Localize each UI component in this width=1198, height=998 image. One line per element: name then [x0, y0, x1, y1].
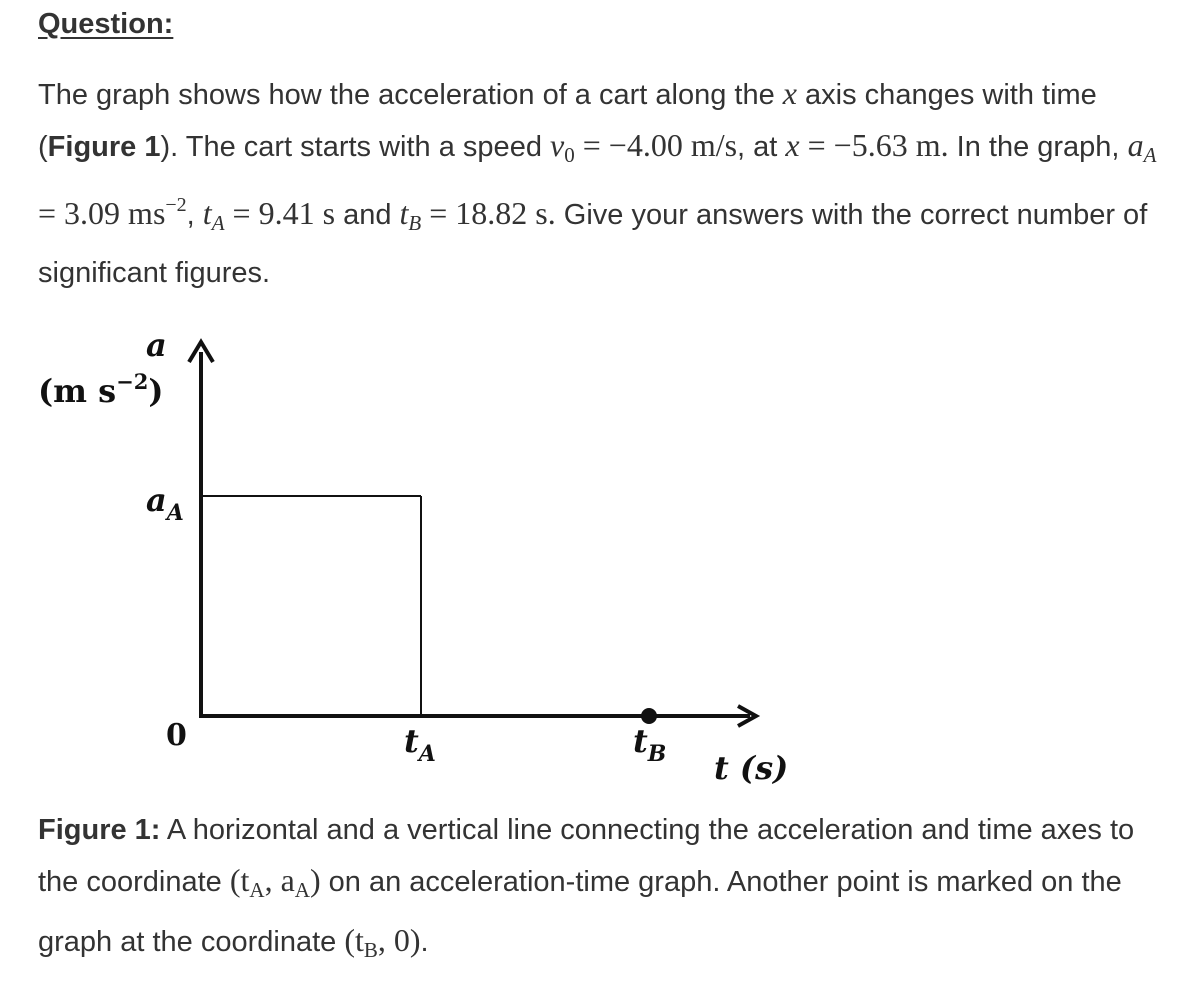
- aA-symbol: a: [1127, 127, 1144, 163]
- figure-ref-link: Figure 1: [47, 131, 161, 163]
- tB-axis-label: $t_B$: [633, 722, 667, 767]
- caption-label: Figure 1:: [38, 814, 161, 846]
- x-axis-label: t (s): [714, 749, 789, 787]
- tB-symbol: t: [399, 195, 409, 231]
- y-axis-label: a: [146, 326, 167, 364]
- tA-axis-label: $t_A$: [404, 722, 436, 767]
- v0-symbol: v: [550, 127, 565, 163]
- x-symbol: x: [782, 75, 797, 111]
- x-value: = −5.63 m.: [799, 127, 949, 163]
- y-axis-unit: (m $s^{-2}$): [38, 369, 164, 410]
- tB-value: = 18.82 s.: [421, 195, 556, 231]
- v0-value: = −4.00 m/s: [574, 127, 738, 163]
- question-heading: Question:: [38, 8, 174, 40]
- origin-label: 0: [166, 718, 187, 753]
- figure-caption: Figure 1: A horizontal and a vertical line connecting the acceleration and time axes to the coordinate ($t_A$, $a_A$) on an acceleration-time graph. Another point is marked on the graph at the coordinate ($t_B$, 0).: [38, 814, 1135, 962]
- aA-axis-label: $a_A$: [146, 481, 184, 526]
- question-text: The graph shows how the acceleration of a cart along the x axis changes with time (Figure 1). The cart starts with a speed $v_0 = -4.00$ m/s, at x = −5.63 m. In the graph, $a_A = 3.09$ $ms^{-2}$, $t_A = 9.41$ s and $t_B = 18.82$ s. Give your answers with the correct number of significant figures.: [38, 75, 1157, 289]
- tA-symbol: t: [202, 195, 212, 231]
- aA-value: = 3.09 ms: [38, 195, 166, 231]
- tA-value: = 9.41 s: [224, 195, 336, 231]
